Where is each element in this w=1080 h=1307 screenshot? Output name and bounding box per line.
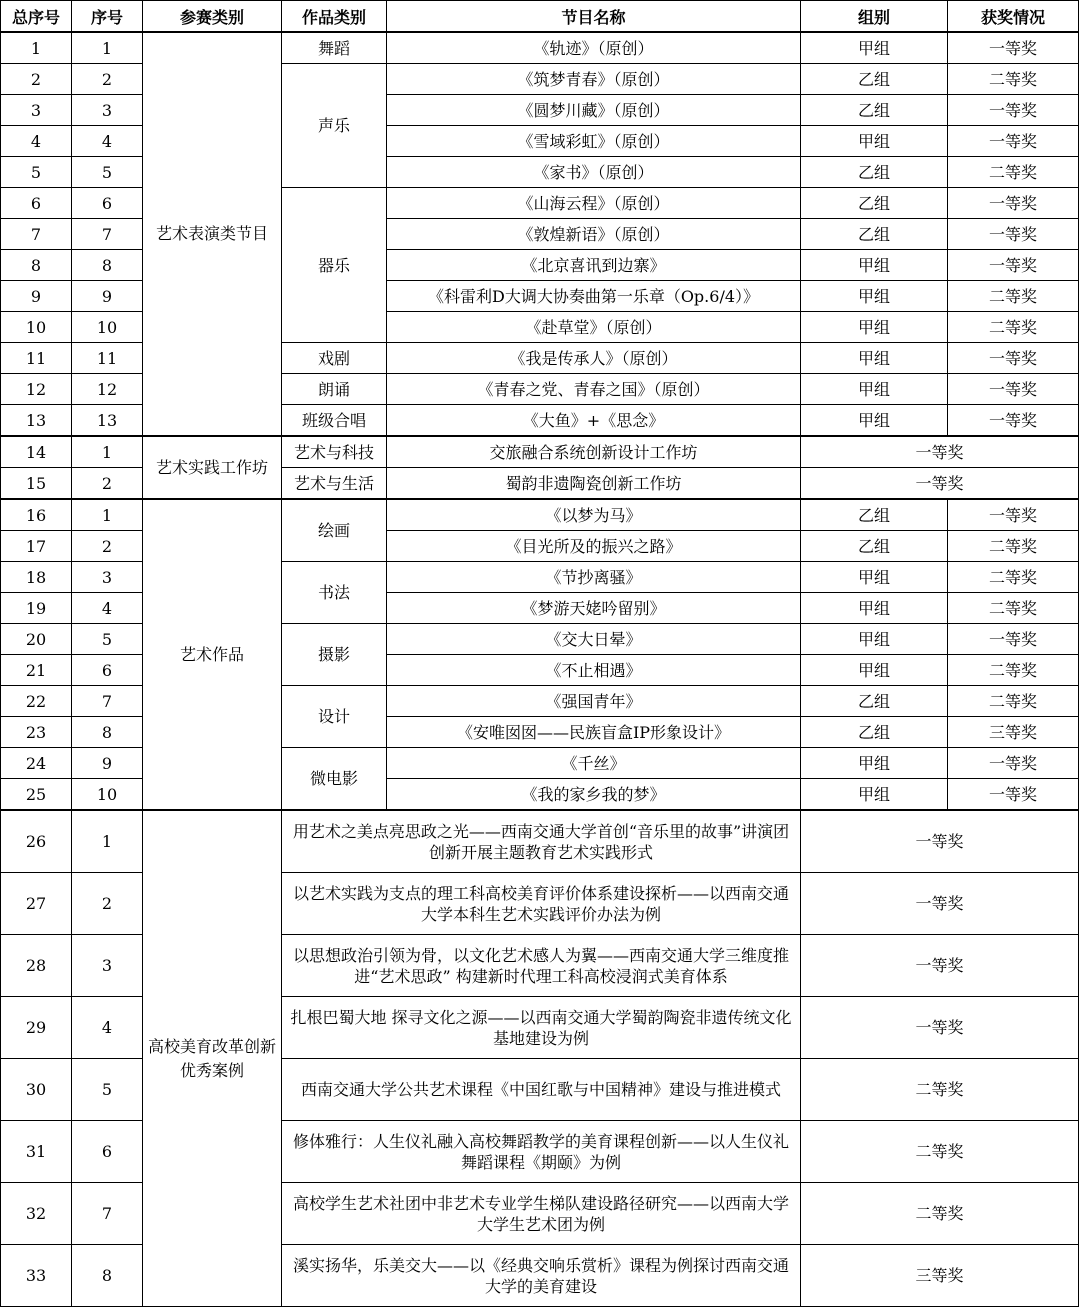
award-cell: 一等奖 xyxy=(948,219,1079,250)
seq-no-cell: 2 xyxy=(72,64,143,95)
program-name-cell: 《轨迹》（原创） xyxy=(387,32,801,64)
total-no-cell: 31 xyxy=(1,1121,72,1183)
total-no-cell: 18 xyxy=(1,562,72,593)
group-cell: 甲组 xyxy=(801,748,948,779)
award-cell: 一等奖 xyxy=(948,748,1079,779)
seq-no-cell: 8 xyxy=(72,1245,143,1307)
seq-no-cell: 4 xyxy=(72,593,143,624)
header-total-no: 总序号 xyxy=(1,1,72,33)
seq-no-cell: 3 xyxy=(72,935,143,997)
award-cell: 二等奖 xyxy=(801,1183,1079,1245)
header-work-category: 作品类别 xyxy=(282,1,387,33)
case-title-cell: 西南交通大学公共艺术课程《中国红歌与中国精神》建设与推进模式 xyxy=(282,1059,801,1121)
seq-no-cell: 13 xyxy=(72,405,143,437)
award-cell: 一等奖 xyxy=(801,436,1079,468)
seq-no-cell: 9 xyxy=(72,748,143,779)
group-cell: 甲组 xyxy=(801,374,948,405)
group-cell: 甲组 xyxy=(801,32,948,64)
program-name-cell: 《科雷利D大调大协奏曲第一乐章（Op.6/4）》 xyxy=(387,281,801,312)
total-no-cell: 3 xyxy=(1,95,72,126)
total-no-cell: 19 xyxy=(1,593,72,624)
award-cell: 一等奖 xyxy=(948,343,1079,374)
entry-category-cell: 高校美育改革创新优秀案例 xyxy=(143,810,282,1307)
seq-no-cell: 12 xyxy=(72,374,143,405)
group-cell: 甲组 xyxy=(801,779,948,811)
seq-no-cell: 2 xyxy=(72,468,143,500)
program-name-cell: 《大鱼》+《思念》 xyxy=(387,405,801,437)
award-cell: 一等奖 xyxy=(948,779,1079,811)
table-row xyxy=(1,810,1079,873)
program-name-cell: 蜀韵非遗陶瓷创新工作坊 xyxy=(387,468,801,500)
program-name-cell: 《以梦为马》 xyxy=(387,499,801,531)
group-cell: 甲组 xyxy=(801,562,948,593)
group-cell: 甲组 xyxy=(801,343,948,374)
program-name-cell: 《山海云程》（原创） xyxy=(387,188,801,219)
award-cell: 一等奖 xyxy=(801,810,1079,873)
case-title-cell: 以艺术实践为支点的理工科高校美育评价体系建设探析——以西南交通大学本科生艺术实践评价办法为例 xyxy=(282,873,801,935)
seq-no-cell: 2 xyxy=(72,873,143,935)
entry-category-cell: 艺术作品 xyxy=(143,499,282,810)
header-program-name: 节目名称 xyxy=(387,1,801,33)
award-cell: 二等奖 xyxy=(948,562,1079,593)
group-cell: 甲组 xyxy=(801,250,948,281)
seq-no-cell: 6 xyxy=(72,1121,143,1183)
group-cell: 甲组 xyxy=(801,655,948,686)
group-cell: 乙组 xyxy=(801,95,948,126)
total-no-cell: 15 xyxy=(1,468,72,500)
award-cell: 一等奖 xyxy=(948,499,1079,531)
total-no-cell: 17 xyxy=(1,531,72,562)
total-no-cell: 24 xyxy=(1,748,72,779)
total-no-cell: 12 xyxy=(1,374,72,405)
case-title-cell: 溪实扬华，乐美交大——以《经典交响乐赏析》课程为例探讨西南交通大学的美育建设 xyxy=(282,1245,801,1307)
program-name-cell: 《强国青年》 xyxy=(387,686,801,717)
award-cell: 三等奖 xyxy=(801,1245,1079,1307)
table-row xyxy=(1,436,1079,468)
group-cell: 甲组 xyxy=(801,126,948,157)
award-cell: 一等奖 xyxy=(948,32,1079,64)
total-no-cell: 9 xyxy=(1,281,72,312)
work-category-cell: 器乐 xyxy=(282,188,387,343)
program-name-cell: 《圆梦川藏》（原创） xyxy=(387,95,801,126)
program-name-cell: 《敦煌新语》（原创） xyxy=(387,219,801,250)
seq-no-cell: 7 xyxy=(72,219,143,250)
seq-no-cell: 3 xyxy=(72,562,143,593)
work-category-cell: 艺术与科技 xyxy=(282,436,387,468)
program-name-cell: 《安唯囡囡——民族盲盒IP形象设计》 xyxy=(387,717,801,748)
seq-no-cell: 5 xyxy=(72,624,143,655)
award-cell: 一等奖 xyxy=(948,405,1079,437)
total-no-cell: 30 xyxy=(1,1059,72,1121)
total-no-cell: 2 xyxy=(1,64,72,95)
award-cell: 二等奖 xyxy=(948,686,1079,717)
seq-no-cell: 11 xyxy=(72,343,143,374)
work-category-cell: 摄影 xyxy=(282,624,387,686)
table-row xyxy=(1,32,1079,64)
work-category-cell: 声乐 xyxy=(282,64,387,188)
award-cell: 二等奖 xyxy=(948,312,1079,343)
total-no-cell: 25 xyxy=(1,779,72,811)
award-cell: 二等奖 xyxy=(801,1121,1079,1183)
total-no-cell: 10 xyxy=(1,312,72,343)
case-title-cell: 用艺术之美点亮思政之光——西南交通大学首创“音乐里的故事”讲演团 创新开展主题教育艺术实践形式 xyxy=(282,810,801,873)
group-cell: 乙组 xyxy=(801,686,948,717)
award-cell: 一等奖 xyxy=(948,188,1079,219)
program-name-cell: 《节抄离骚》 xyxy=(387,562,801,593)
total-no-cell: 13 xyxy=(1,405,72,437)
award-cell: 二等奖 xyxy=(948,655,1079,686)
total-no-cell: 1 xyxy=(1,32,72,64)
total-no-cell: 27 xyxy=(1,873,72,935)
group-cell: 乙组 xyxy=(801,188,948,219)
program-name-cell: 《交大日晕》 xyxy=(387,624,801,655)
award-cell: 二等奖 xyxy=(801,1059,1079,1121)
total-no-cell: 23 xyxy=(1,717,72,748)
work-category-cell: 绘画 xyxy=(282,499,387,562)
case-title-cell: 扎根巴蜀大地 探寻文化之源——以西南交通大学蜀韵陶瓷非遗传统文化基地建设为例 xyxy=(282,997,801,1059)
seq-no-cell: 5 xyxy=(72,157,143,188)
seq-no-cell: 5 xyxy=(72,1059,143,1121)
award-cell: 二等奖 xyxy=(948,281,1079,312)
work-category-cell: 舞蹈 xyxy=(282,32,387,64)
total-no-cell: 21 xyxy=(1,655,72,686)
award-cell: 一等奖 xyxy=(948,624,1079,655)
group-cell: 甲组 xyxy=(801,405,948,437)
work-category-cell: 艺术与生活 xyxy=(282,468,387,500)
award-cell: 一等奖 xyxy=(948,374,1079,405)
award-cell: 二等奖 xyxy=(948,64,1079,95)
total-no-cell: 20 xyxy=(1,624,72,655)
program-name-cell: 《千丝》 xyxy=(387,748,801,779)
seq-no-cell: 10 xyxy=(72,779,143,811)
program-name-cell: 《梦游天姥吟留别》 xyxy=(387,593,801,624)
entry-category-cell: 艺术表演类节目 xyxy=(143,32,282,436)
seq-no-cell: 7 xyxy=(72,686,143,717)
seq-no-cell: 3 xyxy=(72,95,143,126)
award-cell: 一等奖 xyxy=(948,95,1079,126)
seq-no-cell: 9 xyxy=(72,281,143,312)
group-cell: 乙组 xyxy=(801,531,948,562)
award-cell: 二等奖 xyxy=(948,593,1079,624)
total-no-cell: 32 xyxy=(1,1183,72,1245)
seq-no-cell: 1 xyxy=(72,499,143,531)
total-no-cell: 4 xyxy=(1,126,72,157)
award-cell: 一等奖 xyxy=(801,468,1079,500)
case-title-cell: 高校学生艺术社团中非艺术专业学生梯队建设路径研究——以西南大学大学生艺术团为例 xyxy=(282,1183,801,1245)
award-cell: 二等奖 xyxy=(948,531,1079,562)
award-cell: 二等奖 xyxy=(948,157,1079,188)
award-cell: 一等奖 xyxy=(801,997,1079,1059)
seq-no-cell: 8 xyxy=(72,250,143,281)
seq-no-cell: 7 xyxy=(72,1183,143,1245)
group-cell: 乙组 xyxy=(801,157,948,188)
total-no-cell: 7 xyxy=(1,219,72,250)
total-no-cell: 16 xyxy=(1,499,72,531)
header-row xyxy=(1,1,1079,33)
total-no-cell: 5 xyxy=(1,157,72,188)
program-name-cell: 《筑梦青春》（原创） xyxy=(387,64,801,95)
program-name-cell: 《赴草堂》（原创） xyxy=(387,312,801,343)
work-category-cell: 微电影 xyxy=(282,748,387,811)
seq-no-cell: 2 xyxy=(72,531,143,562)
work-category-cell: 设计 xyxy=(282,686,387,748)
group-cell: 乙组 xyxy=(801,219,948,250)
award-cell: 一等奖 xyxy=(948,250,1079,281)
group-cell: 乙组 xyxy=(801,499,948,531)
program-name-cell: 交旅融合系统创新设计工作坊 xyxy=(387,436,801,468)
total-no-cell: 29 xyxy=(1,997,72,1059)
seq-no-cell: 10 xyxy=(72,312,143,343)
seq-no-cell: 1 xyxy=(72,32,143,64)
group-cell: 甲组 xyxy=(801,281,948,312)
total-no-cell: 11 xyxy=(1,343,72,374)
group-cell: 乙组 xyxy=(801,64,948,95)
case-title-cell: 以思想政治引领为骨，以文化艺术感人为翼——西南交通大学三维度推进“艺术思政” 构建新时代理工科高校浸润式美育体系 xyxy=(282,935,801,997)
header-entry-category: 参赛类别 xyxy=(143,1,282,33)
award-cell: 一等奖 xyxy=(801,873,1079,935)
group-cell: 甲组 xyxy=(801,593,948,624)
work-category-cell: 戏剧 xyxy=(282,343,387,374)
work-category-cell: 朗诵 xyxy=(282,374,387,405)
case-title-cell: 修体雅行：人生仪礼融入高校舞蹈教学的美育课程创新——以人生仪礼舞蹈课程《期颐》为例 xyxy=(282,1121,801,1183)
total-no-cell: 14 xyxy=(1,436,72,468)
header-seq-no: 序号 xyxy=(72,1,143,33)
award-cell: 一等奖 xyxy=(801,935,1079,997)
total-no-cell: 33 xyxy=(1,1245,72,1307)
total-no-cell: 22 xyxy=(1,686,72,717)
award-cell: 一等奖 xyxy=(948,126,1079,157)
entry-category-cell: 艺术实践工作坊 xyxy=(143,436,282,499)
program-name-cell: 《我的家乡我的梦》 xyxy=(387,779,801,811)
seq-no-cell: 1 xyxy=(72,436,143,468)
total-no-cell: 8 xyxy=(1,250,72,281)
seq-no-cell: 1 xyxy=(72,810,143,873)
work-category-cell: 班级合唱 xyxy=(282,405,387,437)
program-name-cell: 《目光所及的振兴之路》 xyxy=(387,531,801,562)
header-award: 获奖情况 xyxy=(948,1,1079,33)
program-name-cell: 《雪域彩虹》（原创） xyxy=(387,126,801,157)
program-name-cell: 《我是传承人》（原创） xyxy=(387,343,801,374)
total-no-cell: 26 xyxy=(1,810,72,873)
table-row xyxy=(1,499,1079,531)
program-name-cell: 《家书》（原创） xyxy=(387,157,801,188)
award-cell: 三等奖 xyxy=(948,717,1079,748)
header-group: 组别 xyxy=(801,1,948,33)
program-name-cell: 《不止相遇》 xyxy=(387,655,801,686)
group-cell: 甲组 xyxy=(801,624,948,655)
work-category-cell: 书法 xyxy=(282,562,387,624)
total-no-cell: 6 xyxy=(1,188,72,219)
seq-no-cell: 6 xyxy=(72,655,143,686)
seq-no-cell: 4 xyxy=(72,997,143,1059)
program-name-cell: 《青春之党、青春之国》（原创） xyxy=(387,374,801,405)
program-name-cell: 《北京喜讯到边寨》 xyxy=(387,250,801,281)
group-cell: 甲组 xyxy=(801,312,948,343)
total-no-cell: 28 xyxy=(1,935,72,997)
seq-no-cell: 4 xyxy=(72,126,143,157)
group-cell: 乙组 xyxy=(801,717,948,748)
seq-no-cell: 6 xyxy=(72,188,143,219)
seq-no-cell: 8 xyxy=(72,717,143,748)
